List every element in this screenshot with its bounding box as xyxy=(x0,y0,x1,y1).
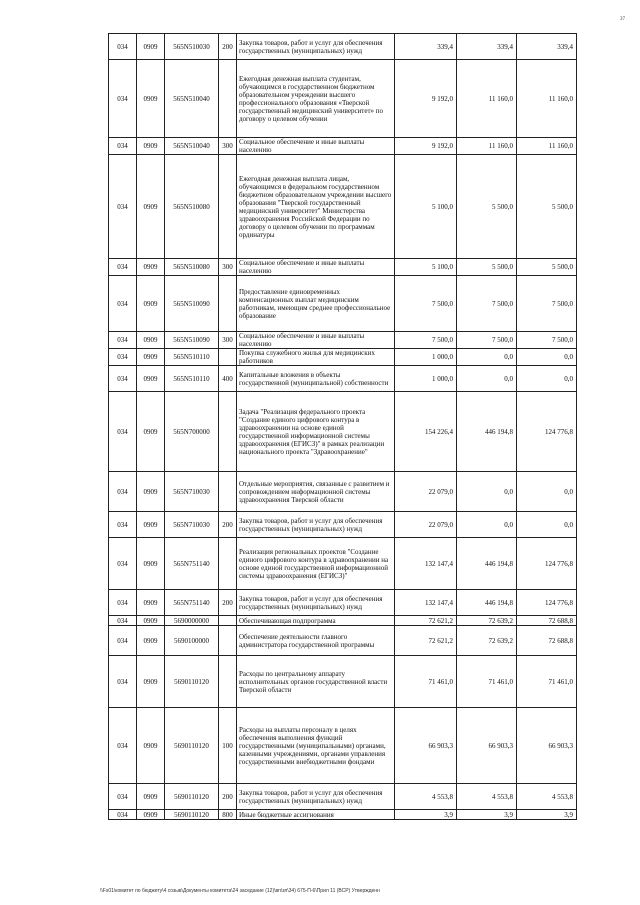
cell-target-article: 5690100000 xyxy=(165,626,219,656)
table-row xyxy=(109,626,577,656)
cell-gr: 034 xyxy=(109,472,137,512)
footer-file-path: \\Fs01\комитет по бюджету\4 созыв\Документы комитета\24 заседание (12)\вп\зп\34) 675-П-6\Прил 11 (ВСР) Утвержденн xyxy=(100,888,380,894)
cell-section: 0909 xyxy=(137,34,165,60)
cell-description: Реализация региональных проектов "Создание единого цифрового контура в здравоохранении на основе единой государственной информационной системы здравоохранения (ЕГИСЗ)" xyxy=(237,538,395,590)
table-row xyxy=(109,259,577,276)
cell-section: 0909 xyxy=(137,590,165,616)
cell-amount-year-1: 154 226,4 xyxy=(395,392,457,472)
cell-amount-year-3: 124 776,8 xyxy=(517,392,577,472)
cell-description: Закупка товаров, работ и услуг для обеспечения государственных (муниципальных) нужд xyxy=(237,34,395,60)
cell-gr: 034 xyxy=(109,60,137,138)
cell-amount-year-2: 4 553,8 xyxy=(457,784,517,810)
cell-amount-year-1: 1 000,0 xyxy=(395,366,457,392)
cell-amount-year-1: 72 621,2 xyxy=(395,626,457,656)
cell-description: Обеспечение деятельности главного администратора государственной программы xyxy=(237,626,395,656)
cell-section: 0909 xyxy=(137,392,165,472)
table-row xyxy=(109,349,577,366)
cell-section: 0909 xyxy=(137,616,165,626)
cell-gr: 034 xyxy=(109,259,137,276)
cell-amount-year-3: 72 688,8 xyxy=(517,626,577,656)
cell-section: 0909 xyxy=(137,512,165,538)
table-row xyxy=(109,34,577,60)
cell-amount-year-1: 5 100,0 xyxy=(395,155,457,259)
cell-target-article: 565N510090 xyxy=(165,276,219,332)
cell-amount-year-1: 71 461,0 xyxy=(395,656,457,708)
table-row xyxy=(109,538,577,590)
table-row xyxy=(109,60,577,138)
cell-description: Предоставление единовременных компенсационных выплат медицинским работникам, имеющим среднее профессиональное образование xyxy=(237,276,395,332)
cell-gr: 034 xyxy=(109,538,137,590)
cell-amount-year-3: 5 500,0 xyxy=(517,259,577,276)
budget-table-container xyxy=(108,33,576,820)
cell-description: Социальное обеспечение и иные выплаты населению xyxy=(237,332,395,349)
cell-expense-type xyxy=(219,656,237,708)
cell-target-article: 5690110120 xyxy=(165,656,219,708)
cell-description: Обеспечивающая подпрограмма xyxy=(237,616,395,626)
table-row xyxy=(109,784,577,810)
cell-amount-year-2: 72 639,2 xyxy=(457,616,517,626)
cell-amount-year-2: 5 500,0 xyxy=(457,155,517,259)
cell-amount-year-1: 3,9 xyxy=(395,810,457,820)
cell-amount-year-3: 0,0 xyxy=(517,472,577,512)
cell-target-article: 565N700000 xyxy=(165,392,219,472)
cell-section: 0909 xyxy=(137,784,165,810)
cell-amount-year-1: 9 192,0 xyxy=(395,60,457,138)
cell-description: Иные бюджетные ассигнования xyxy=(237,810,395,820)
cell-section: 0909 xyxy=(137,332,165,349)
cell-expense-type xyxy=(219,538,237,590)
table-body xyxy=(109,34,577,820)
cell-target-article: 565N510040 xyxy=(165,60,219,138)
cell-amount-year-1: 9 192,0 xyxy=(395,138,457,155)
cell-amount-year-1: 66 903,3 xyxy=(395,708,457,784)
cell-section: 0909 xyxy=(137,276,165,332)
cell-gr: 034 xyxy=(109,155,137,259)
cell-target-article: 565N710030 xyxy=(165,512,219,538)
cell-expense-type: 200 xyxy=(219,512,237,538)
table-row xyxy=(109,810,577,820)
cell-section: 0909 xyxy=(137,349,165,366)
cell-amount-year-3: 11 160,0 xyxy=(517,60,577,138)
cell-amount-year-1: 22 079,0 xyxy=(395,472,457,512)
cell-gr: 034 xyxy=(109,34,137,60)
cell-gr: 034 xyxy=(109,138,137,155)
cell-description: Задача "Реализация федерального проекта "Создание единого цифрового контура в здравоохранении на основе единой государственной информационной системы здравоохранения (ЕГИСЗ)" в рамках реализации национального проекта "Здравоохранение" xyxy=(237,392,395,472)
cell-description: Закупка товаров, работ и услуг для обеспечения государственных (муниципальных) нужд xyxy=(237,590,395,616)
cell-amount-year-2: 446 194,8 xyxy=(457,590,517,616)
table-row xyxy=(109,366,577,392)
cell-amount-year-2: 0,0 xyxy=(457,472,517,512)
cell-description: Ежегодная денежная выплата студентам, обучающимся в государственном бюджетном образовательном учреждении высшего профессионального образования «Тверской государственный медицинский университет» по договору о целевом обучении xyxy=(237,60,395,138)
cell-target-article: 565N510110 xyxy=(165,366,219,392)
cell-amount-year-2: 11 160,0 xyxy=(457,60,517,138)
cell-section: 0909 xyxy=(137,538,165,590)
cell-amount-year-1: 339,4 xyxy=(395,34,457,60)
cell-section: 0909 xyxy=(137,810,165,820)
cell-target-article: 565N751140 xyxy=(165,538,219,590)
cell-section: 0909 xyxy=(137,259,165,276)
cell-amount-year-2: 66 903,3 xyxy=(457,708,517,784)
cell-amount-year-1: 132 147,4 xyxy=(395,590,457,616)
cell-amount-year-3: 71 461,0 xyxy=(517,656,577,708)
cell-amount-year-3: 11 160,0 xyxy=(517,138,577,155)
cell-gr: 034 xyxy=(109,656,137,708)
cell-amount-year-3: 124 776,8 xyxy=(517,538,577,590)
cell-amount-year-3: 0,0 xyxy=(517,349,577,366)
cell-gr: 034 xyxy=(109,616,137,626)
cell-expense-type: 800 xyxy=(219,810,237,820)
cell-amount-year-2: 5 500,0 xyxy=(457,259,517,276)
cell-amount-year-2: 0,0 xyxy=(457,366,517,392)
cell-section: 0909 xyxy=(137,138,165,155)
cell-amount-year-2: 0,0 xyxy=(457,349,517,366)
cell-section: 0909 xyxy=(137,656,165,708)
cell-amount-year-1: 4 553,8 xyxy=(395,784,457,810)
cell-target-article: 565N510040 xyxy=(165,138,219,155)
cell-target-article: 5690110120 xyxy=(165,784,219,810)
cell-amount-year-1: 7 500,0 xyxy=(395,276,457,332)
cell-amount-year-2: 446 194,8 xyxy=(457,538,517,590)
cell-gr: 034 xyxy=(109,349,137,366)
cell-section: 0909 xyxy=(137,626,165,656)
cell-amount-year-3: 3,9 xyxy=(517,810,577,820)
cell-amount-year-1: 5 100,0 xyxy=(395,259,457,276)
budget-table xyxy=(108,33,577,820)
cell-gr: 034 xyxy=(109,590,137,616)
table-row xyxy=(109,138,577,155)
cell-section: 0909 xyxy=(137,708,165,784)
cell-amount-year-3: 0,0 xyxy=(517,512,577,538)
cell-amount-year-3: 66 903,3 xyxy=(517,708,577,784)
cell-gr: 034 xyxy=(109,512,137,538)
cell-section: 0909 xyxy=(137,60,165,138)
cell-amount-year-2: 11 160,0 xyxy=(457,138,517,155)
cell-amount-year-2: 7 500,0 xyxy=(457,276,517,332)
cell-target-article: 5690110120 xyxy=(165,708,219,784)
cell-amount-year-3: 339,4 xyxy=(517,34,577,60)
page-number: 37 xyxy=(620,17,625,22)
cell-section: 0909 xyxy=(137,472,165,512)
cell-description: Социальное обеспечение и иные выплаты населению xyxy=(237,138,395,155)
cell-description: Отдельные мероприятия, связанные с развитием и сопровождением информационной системы здравоохранения Тверской области xyxy=(237,472,395,512)
table-row xyxy=(109,392,577,472)
cell-amount-year-1: 132 147,4 xyxy=(395,538,457,590)
cell-expense-type xyxy=(219,349,237,366)
table-row xyxy=(109,616,577,626)
cell-description: Расходы на выплаты персоналу в целях обеспечения выполнения функций государственными (муниципальными) органами, казенными учреждениями, органами управления государственными внебюджетными фондами xyxy=(237,708,395,784)
cell-target-article: 5690110120 xyxy=(165,810,219,820)
cell-expense-type: 300 xyxy=(219,259,237,276)
table-row xyxy=(109,472,577,512)
cell-description: Расходы по центральному аппарату исполнительных органов государственной власти Тверской области xyxy=(237,656,395,708)
cell-amount-year-3: 0,0 xyxy=(517,366,577,392)
cell-amount-year-1: 72 621,2 xyxy=(395,616,457,626)
cell-target-article: 565N510080 xyxy=(165,155,219,259)
cell-amount-year-2: 0,0 xyxy=(457,512,517,538)
table-row xyxy=(109,590,577,616)
table-row xyxy=(109,332,577,349)
cell-gr: 034 xyxy=(109,626,137,656)
cell-amount-year-2: 71 461,0 xyxy=(457,656,517,708)
cell-expense-type xyxy=(219,392,237,472)
table-row xyxy=(109,512,577,538)
cell-amount-year-3: 72 688,8 xyxy=(517,616,577,626)
cell-gr: 034 xyxy=(109,784,137,810)
cell-description: Социальное обеспечение и иные выплаты населению xyxy=(237,259,395,276)
cell-target-article: 565N710030 xyxy=(165,472,219,512)
cell-amount-year-2: 7 500,0 xyxy=(457,332,517,349)
cell-expense-type: 200 xyxy=(219,784,237,810)
cell-description: Закупка товаров, работ и услуг для обеспечения государственных (муниципальных) нужд xyxy=(237,512,395,538)
table-row xyxy=(109,656,577,708)
cell-gr: 034 xyxy=(109,366,137,392)
cell-target-article: 565N510110 xyxy=(165,349,219,366)
cell-target-article: 565N751140 xyxy=(165,590,219,616)
cell-expense-type: 300 xyxy=(219,332,237,349)
table-row xyxy=(109,276,577,332)
cell-description: Покупка служебного жилья для медицинских работников xyxy=(237,349,395,366)
cell-expense-type: 200 xyxy=(219,590,237,616)
cell-gr: 034 xyxy=(109,276,137,332)
cell-expense-type: 100 xyxy=(219,708,237,784)
cell-description: Ежегодная денежная выплата лицам, обучающимся в федеральном государственном бюджетном образовательном учреждении высшего образования "Тверской государственный медицинский университет" Министерства здравоохранения Российской Федерации по договору о целевом обучении по программам ординатуры xyxy=(237,155,395,259)
cell-target-article: 565N510080 xyxy=(165,259,219,276)
cell-gr: 034 xyxy=(109,392,137,472)
cell-amount-year-2: 446 194,8 xyxy=(457,392,517,472)
cell-expense-type xyxy=(219,276,237,332)
cell-amount-year-1: 22 079,0 xyxy=(395,512,457,538)
cell-amount-year-2: 339,4 xyxy=(457,34,517,60)
cell-expense-type xyxy=(219,155,237,259)
cell-description: Закупка товаров, работ и услуг для обеспечения государственных (муниципальных) нужд xyxy=(237,784,395,810)
cell-amount-year-2: 3,9 xyxy=(457,810,517,820)
cell-section: 0909 xyxy=(137,155,165,259)
cell-expense-type xyxy=(219,472,237,512)
cell-gr: 034 xyxy=(109,810,137,820)
cell-amount-year-3: 4 553,8 xyxy=(517,784,577,810)
cell-target-article: 5690000000 xyxy=(165,616,219,626)
cell-expense-type xyxy=(219,60,237,138)
cell-expense-type: 300 xyxy=(219,138,237,155)
cell-gr: 034 xyxy=(109,708,137,784)
cell-amount-year-1: 1 000,0 xyxy=(395,349,457,366)
cell-description: Капитальные вложения в объекты государственной (муниципальной) собственности xyxy=(237,366,395,392)
cell-expense-type xyxy=(219,626,237,656)
table-row xyxy=(109,708,577,784)
cell-amount-year-3: 7 500,0 xyxy=(517,276,577,332)
cell-target-article: 565N510090 xyxy=(165,332,219,349)
cell-amount-year-3: 7 500,0 xyxy=(517,332,577,349)
cell-amount-year-1: 7 500,0 xyxy=(395,332,457,349)
cell-expense-type xyxy=(219,616,237,626)
cell-gr: 034 xyxy=(109,332,137,349)
cell-expense-type: 400 xyxy=(219,366,237,392)
table-row xyxy=(109,155,577,259)
cell-amount-year-3: 124 776,8 xyxy=(517,590,577,616)
cell-amount-year-3: 5 500,0 xyxy=(517,155,577,259)
cell-expense-type: 200 xyxy=(219,34,237,60)
cell-amount-year-2: 72 639,2 xyxy=(457,626,517,656)
cell-section: 0909 xyxy=(137,366,165,392)
cell-target-article: 565N510030 xyxy=(165,34,219,60)
